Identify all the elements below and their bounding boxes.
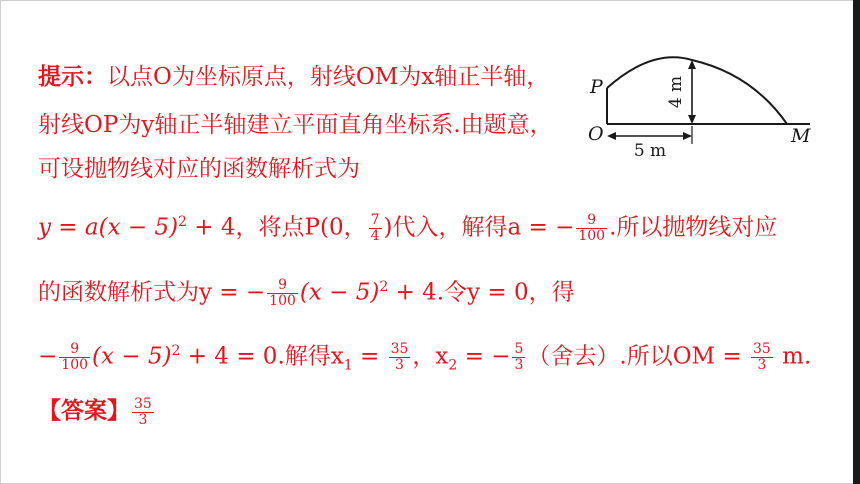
solution-text: ，x (412, 343, 449, 370)
label-M: M (791, 125, 811, 147)
fraction-9-100: $\frac{9}{100}$ (269, 277, 296, 310)
solution-line-4 (38, 207, 777, 244)
solution-text: = − (457, 343, 511, 370)
equation-text: (x − 5) (92, 343, 172, 370)
answer-line (38, 396, 156, 428)
solution-line-5 (38, 272, 575, 309)
hint-label: 提示： (38, 63, 107, 90)
solution-line-6 (38, 336, 811, 380)
width-arrow-right (683, 132, 692, 140)
width-arrow-left (607, 132, 616, 140)
exponent: 2 (171, 343, 181, 359)
parabola-diagram (582, 52, 822, 162)
height-label: 4 m (666, 75, 686, 109)
fraction-9-100: $\frac{9}{100}$ (61, 341, 89, 374)
right-edge-bar (853, 0, 860, 484)
equation-text: y = a(x − 5) (38, 214, 179, 241)
solution-text: + 4 = 0.解得x (180, 343, 344, 370)
solution-text: )代入，解得a = − (383, 214, 575, 241)
exponent: 2 (379, 279, 389, 295)
fraction-5-3: $\frac{5}{3}$ (514, 341, 524, 374)
subscript: 2 (448, 357, 458, 374)
hint-text-3: 可设抛物线对应的函数解析式为 (38, 156, 360, 182)
equation-text: (x − 5) (299, 279, 380, 306)
hint-line-2 (38, 110, 553, 140)
hint-line-1 (38, 62, 549, 92)
hint-line-3 (38, 154, 360, 184)
solution-text: − (38, 343, 58, 370)
hint-text-1: 以点O为坐标原点，射线OM为x轴正半轴， (107, 64, 550, 90)
solution-text: 的函数解析式为y = − (38, 279, 266, 306)
height-arrow-bottom (688, 115, 696, 124)
fraction-35-3: $\frac{35}{3}$ (753, 341, 771, 374)
fraction-9-100: $\frac{9}{100}$ (578, 212, 606, 245)
solution-text: m. (774, 343, 812, 370)
answer-fraction: $\frac{35}{3}$ (134, 395, 152, 428)
subscript: 1 (343, 357, 353, 374)
fraction-35-3: $\frac{35}{3}$ (390, 341, 409, 374)
fraction-7-4: $\frac{7}{4}$ (370, 212, 380, 245)
solution-text: .所以抛物线对应 (609, 214, 778, 241)
label-P: P (590, 76, 603, 98)
label-O: O (588, 123, 604, 145)
solution-text: = (352, 343, 387, 370)
exponent: 2 (178, 214, 187, 230)
solution-text: + 4，将点P(0， (186, 214, 367, 241)
parabola-curve (607, 57, 787, 124)
hint-text-2: 射线OP为y轴正半轴建立平面直角坐标系.由题意， (38, 112, 553, 138)
answer-label: 【答案】 (38, 397, 130, 424)
solution-text: + 4.令y = 0，得 (388, 279, 575, 306)
solution-text: （舍去）.所以OM = (527, 343, 750, 370)
width-label: 5 m (633, 141, 667, 161)
